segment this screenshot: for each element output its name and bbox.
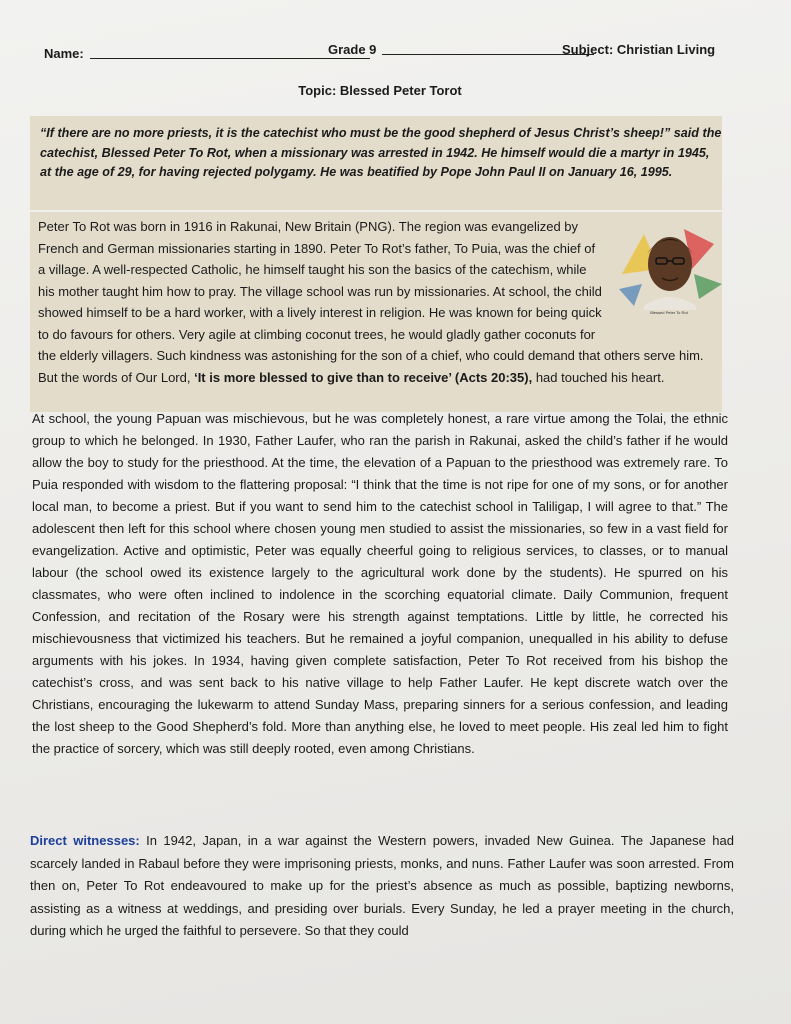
name-blank-line xyxy=(90,58,370,59)
grade-label: Grade 9 xyxy=(328,42,377,57)
worksheet-header xyxy=(44,40,744,62)
intro-text-after: had touched his heart. xyxy=(532,369,665,385)
intro-paragraph xyxy=(38,216,726,388)
opening-quote: “If there are no more priests, it is the catechist who must be the good shepherd of Jesus Christ’s sheep!” said the catechist, Blessed Peter To Rot, when a missionary was arrested in 1942. He himself would die a martyr in 1945, at the age of 29, for having rejected polygamy. He was beatified by Pope John Paul II on January 16, 1995. xyxy=(40,126,722,179)
witnesses-paragraph xyxy=(30,830,734,943)
name-label: Name: xyxy=(44,46,84,61)
portrait-caption: Blessed Peter To Rot xyxy=(650,310,688,315)
intro-bold-quote: ‘It is more blessed to give than to receive’ (Acts 20:35), xyxy=(194,369,533,385)
portrait-image xyxy=(614,214,726,324)
witnesses-heading: Direct witnesses: xyxy=(30,833,140,848)
topic-title: Topic: Blessed Peter Torot xyxy=(298,83,462,98)
witnesses-text: In 1942, Japan, in a war against the Western powers, invaded New Guinea. The Japanese had scarcely landed in Rabaul before they were imprisoning priests, monks, and nuns. Father Laufer was soon arrested. From then on, Peter To Rot endeavoured to make up for the priest’s absence as much as possible, baptizing newborns, assisting as a witness at weddings, and presiding over burials. Every Sunday, he led a prayer meeting in the church, during which he urged the faithful to persevere. So that they could xyxy=(30,833,734,938)
subject-label: Subject: Christian Living xyxy=(562,42,716,57)
body-paragraph: At school, the young Papuan was mischievous, but he was completely honest, a rare virtue among the Tolai, the ethnic group to which he belonged. In 1930, Father Laufer, who ran the parish in Rakunai, asked the child’s father if he would allow the boy to study for the priesthood. At the time, the elevation of a Papuan to the priesthood was extremely rare. To Puia responded with wisdom to the flattering proposal: “I think that the time is not ripe for one of my sons, or for another local man, to become a priest. But if you want to send him to the catechist school in Taliligap, I will agree to that.” The adolescent then left for this school where chosen young men studied to assist the missionaries, so few in a vast field for evangelization. Active and optimistic, Peter was equally cheerful going to religious services, to classes, or to manual labour (the school owed its existence largely to the agricultural work done by the students). He spurred on his classmates, who were often inclined to indolence in the scorching equatorial climate. Daily Communion, frequent Confession, and recitation of the Rosary were his strength against temptations. Little by little, he corrected his mischievousness that victimized his teachers. But he remained a joyful companion, unequalled in his ability to defuse arguments with his jokes. In 1934, having given complete satisfaction, Peter To Rot received from his bishop the catechist’s cross, and was sent back to his native village to help Father Laufer. He kept discrete watch over the Christians, encouraging the lukewarm to attend Sunday Mass, preparing sinners for a serious confession, and leading the lost sheep to the Good Shepherd’s fold. More than anything else, he loved to meet people. His zeal led him to fight the practice of sorcery, which was still deeply rooted, even among Christians. xyxy=(32,411,728,756)
intro-text-before: Peter To Rot was born in 1916 in Rakunai, New Britain (PNG). The region was evangelized by French and German missionaries starting in 1890. Peter To Rot’s father, To Puia, was the chief of a village. A well-respected Catholic, he himself taught his son the basics of the catechism, while his mother taught him how to pray. The village school was run by missionaries. At school, the child showed himself to be a hard worker, with a lively interest in religion. He was known for being quick to do favours for others. Very agile at climbing coconut trees, he would gladly gather coconuts for the elderly villagers. Such kindness was astonishing for the son of a chief, who could demand that others serve him. But the words of Our Lord, xyxy=(38,219,704,385)
portrait-figure xyxy=(614,214,726,324)
